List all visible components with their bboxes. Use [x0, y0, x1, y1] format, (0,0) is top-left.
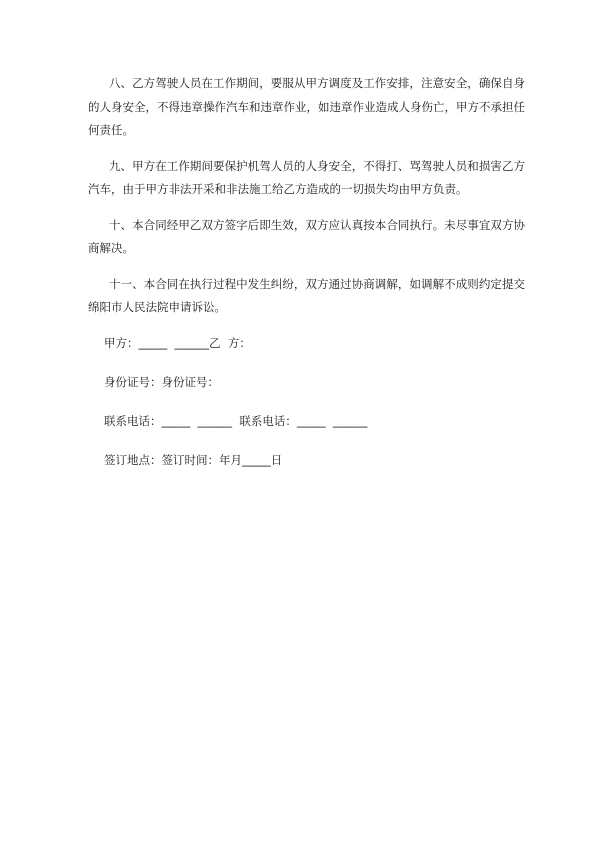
clause-10: 十、本合同经甲乙双方签字后即生效，双方应认真按本合同执行。未尽事宜双方协商解决。	[88, 217, 525, 255]
signature-place-time-line: 签订地点：签订时间：年月_____日	[104, 452, 283, 467]
clause-9: 九、甲方在工作期间要保护机驾人员的人身安全，不得打、骂驾驶人员和损害乙方汽车，由于甲方非法开采和非法施工给乙方造成的一切损失均由甲方负责。	[88, 158, 525, 196]
clause-11: 十一、本合同在执行过程中发生纠纷，双方通过协商调解，如调解不成则约定提交绵阳市人民法院申请诉讼。	[88, 276, 525, 314]
signature-id-line: 身份证号：身份证号：	[104, 374, 219, 389]
signature-phone-line: 联系电话：_____ ______ 联系电话：_____ ______	[104, 413, 368, 428]
signature-parties-line: 甲方：_____ ______乙 方：	[104, 335, 251, 350]
clause-8: 八、乙方驾驶人员在工作期间，要服从甲方调度及工作安排，注意安全，确保自身的人身安全，不得违章操作汽车和违章作业，如违章作业造成人身伤亡，甲方不承担任何责任。	[88, 76, 525, 137]
